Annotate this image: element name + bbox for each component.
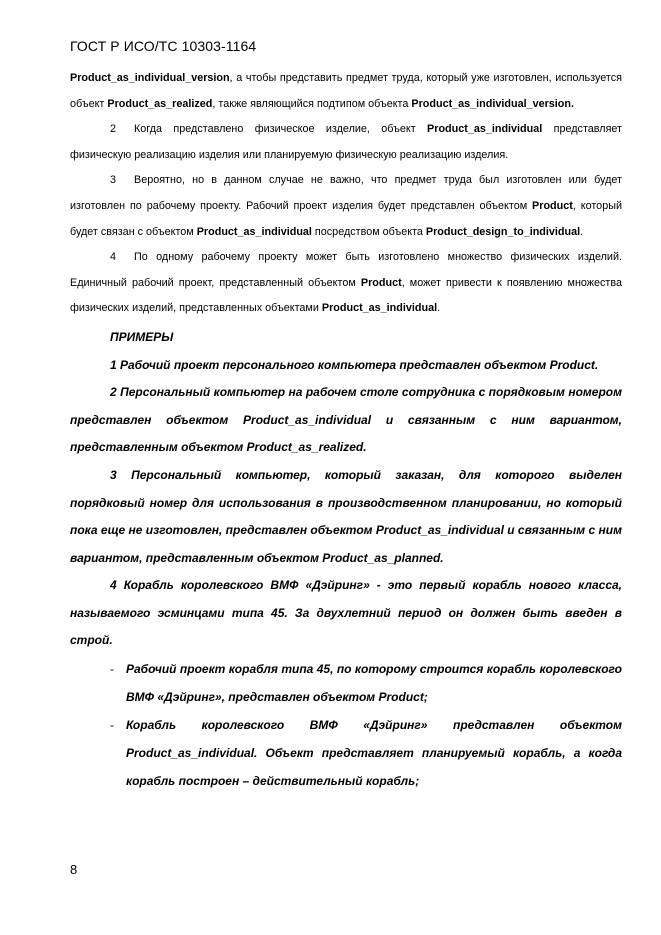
term: Product_as_individual_version. xyxy=(411,97,574,110)
list-item: - Корабль королевского ВМФ «Дэйринг» представлен объектом Product_as_individual. Объект представляет планируемый корабль, а когда корабль построен – действительный корабль; xyxy=(70,711,622,795)
term: Product xyxy=(360,276,402,289)
example-1: 1 Рабочий проект персонального компьютера представлен объектом Product. xyxy=(110,357,599,372)
example-4-list xyxy=(70,655,622,795)
note-number: 3 xyxy=(110,174,117,187)
term: Product xyxy=(532,199,573,212)
term: Product_as_individual xyxy=(427,123,543,136)
examples-title: ПРИМЕРЫ xyxy=(110,329,174,344)
dash-marker: - xyxy=(110,662,114,677)
page-number: 8 xyxy=(70,862,78,877)
term: Product_as_realized xyxy=(107,97,213,110)
term: Product_as_individual xyxy=(196,225,312,238)
note-4: 4 По одному рабочему проекту может быть изготовлено множество физических изделий. Единичный рабочий проект, представленный объектом Product, может привести к появлению множества физических изделий, представленных объектами Product_as_individual. xyxy=(70,245,622,322)
note-number: 4 xyxy=(110,251,117,264)
term: Product_design_to_individual xyxy=(425,225,581,238)
note-number: 2 xyxy=(110,123,117,136)
note-3: 3 Вероятно, но в данном случае не важно, что предмет труда был изготовлен или будет изготовлен по рабочему проекту. Рабочий проект изделия будет представлен объектом Product, который будет связан с объектом Product_as_individual посредством объекта Product_design_to_individual. xyxy=(70,168,622,245)
list-item: - Рабочий проект корабля типа 45, по которому строится корабль королевского ВМФ «Дэйринг», представлен объектом Product; xyxy=(70,655,622,711)
term: Product_as_individual_version xyxy=(70,72,230,84)
term: Product_as_individual xyxy=(321,302,438,315)
paragraph-continuation: Product_as_individual_version, а чтобы представить предмет труда, который уже изготовлен, используется объект Product_as_realized, также являющийся подтипом объекта Product_as_individual_version. xyxy=(70,72,622,110)
example-3: 3 Персональный компьютер, который заказан, для которого выделен порядковый номер для использования в производственном планировании, но который пока еще не изготовлен, представлен объектом Product_as_individual и связанным с ним вариантом, представленным объектом Product_as_planned. xyxy=(70,467,622,565)
document-header: ГОСТ Р ИСО/ТС 10303-1164 xyxy=(70,38,257,54)
example-2: 2 Персональный компьютер на рабочем столе сотрудника с порядковым номером представлен объектом Product_as_individual и связанным с ним вариантом, представленным объектом Product_as_realized. xyxy=(70,385,622,455)
example-4: 4 Корабль королевского ВМФ «Дэйринг» - это первый корабль нового класса, называемого эсминцами типа 45. За двухлетний период он должен быть введен в строй. xyxy=(70,578,622,648)
page-body xyxy=(70,66,622,795)
note-2: 2 Когда представлено физическое изделие, объект Product_as_individual представляет физическую реализацию изделия или планируемую физическую реализацию изделия. xyxy=(70,117,622,168)
dash-marker: - xyxy=(110,718,114,733)
